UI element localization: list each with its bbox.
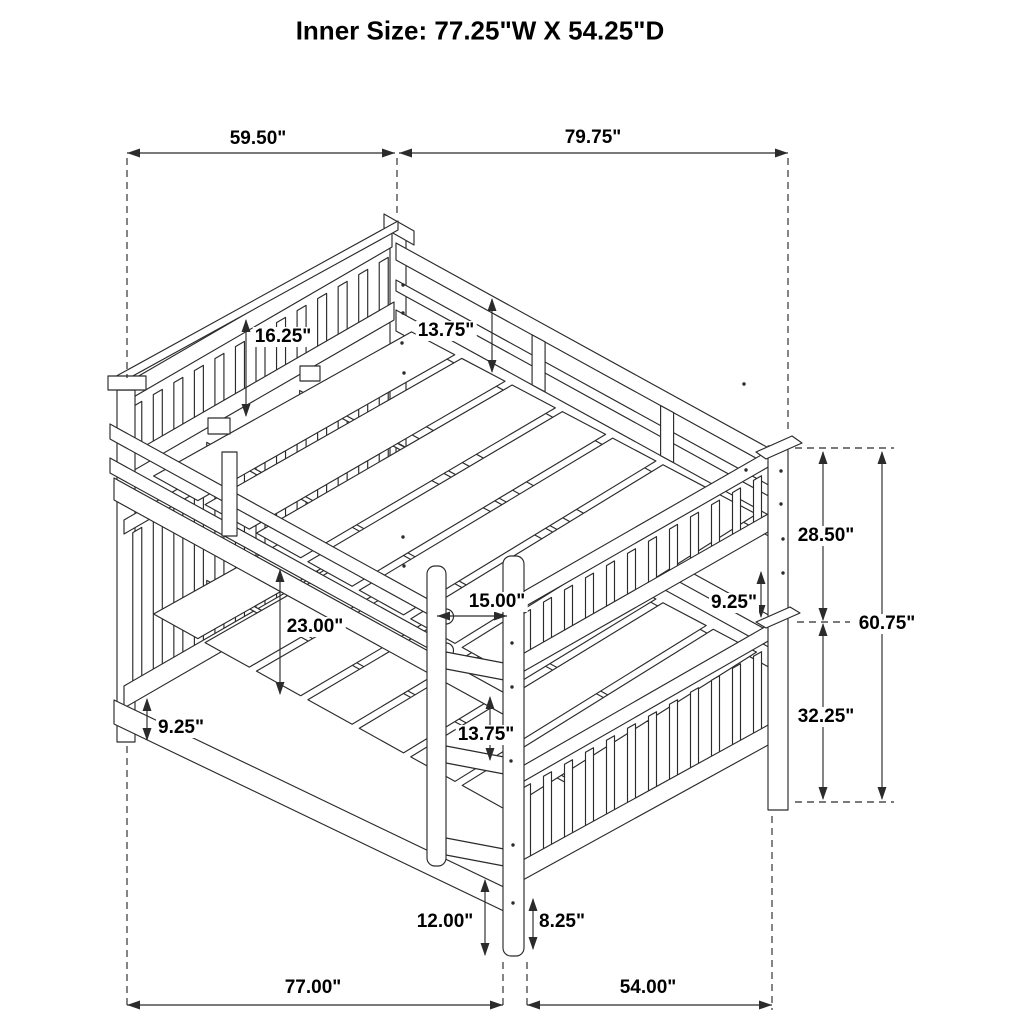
dim-label-upper-side-rail: 13.75"	[417, 320, 475, 342]
dim-label-side-leg: 8.25"	[539, 911, 585, 933]
dim-label-bottom-length: 77.00"	[284, 977, 342, 999]
dim-label-front-leg: 12.00"	[416, 911, 474, 933]
page-title: Inner Size: 77.25"W X 54.25"D	[295, 15, 665, 46]
dim-label-clearance: 23.00"	[286, 616, 344, 638]
dim-label-upper-section: 28.50"	[797, 525, 855, 547]
dim-label-lower-section: 32.25"	[797, 706, 855, 728]
dim-label-rail-above-deck: 9.25"	[711, 592, 757, 614]
dim-label-rung-spacing: 13.75"	[457, 724, 515, 746]
dim-label-lower-rail-leg: 9.25"	[158, 717, 204, 739]
dim-label-top-right: 79.75"	[564, 127, 622, 149]
dim-label-top-left: 59.50"	[229, 128, 287, 150]
dim-label-overall-height: 60.75"	[858, 613, 916, 635]
dim-label-headboard-guard: 16.25"	[254, 326, 312, 348]
dim-label-bottom-depth: 54.00"	[619, 977, 677, 999]
dim-label-ladder-width: 15.00"	[468, 591, 526, 613]
